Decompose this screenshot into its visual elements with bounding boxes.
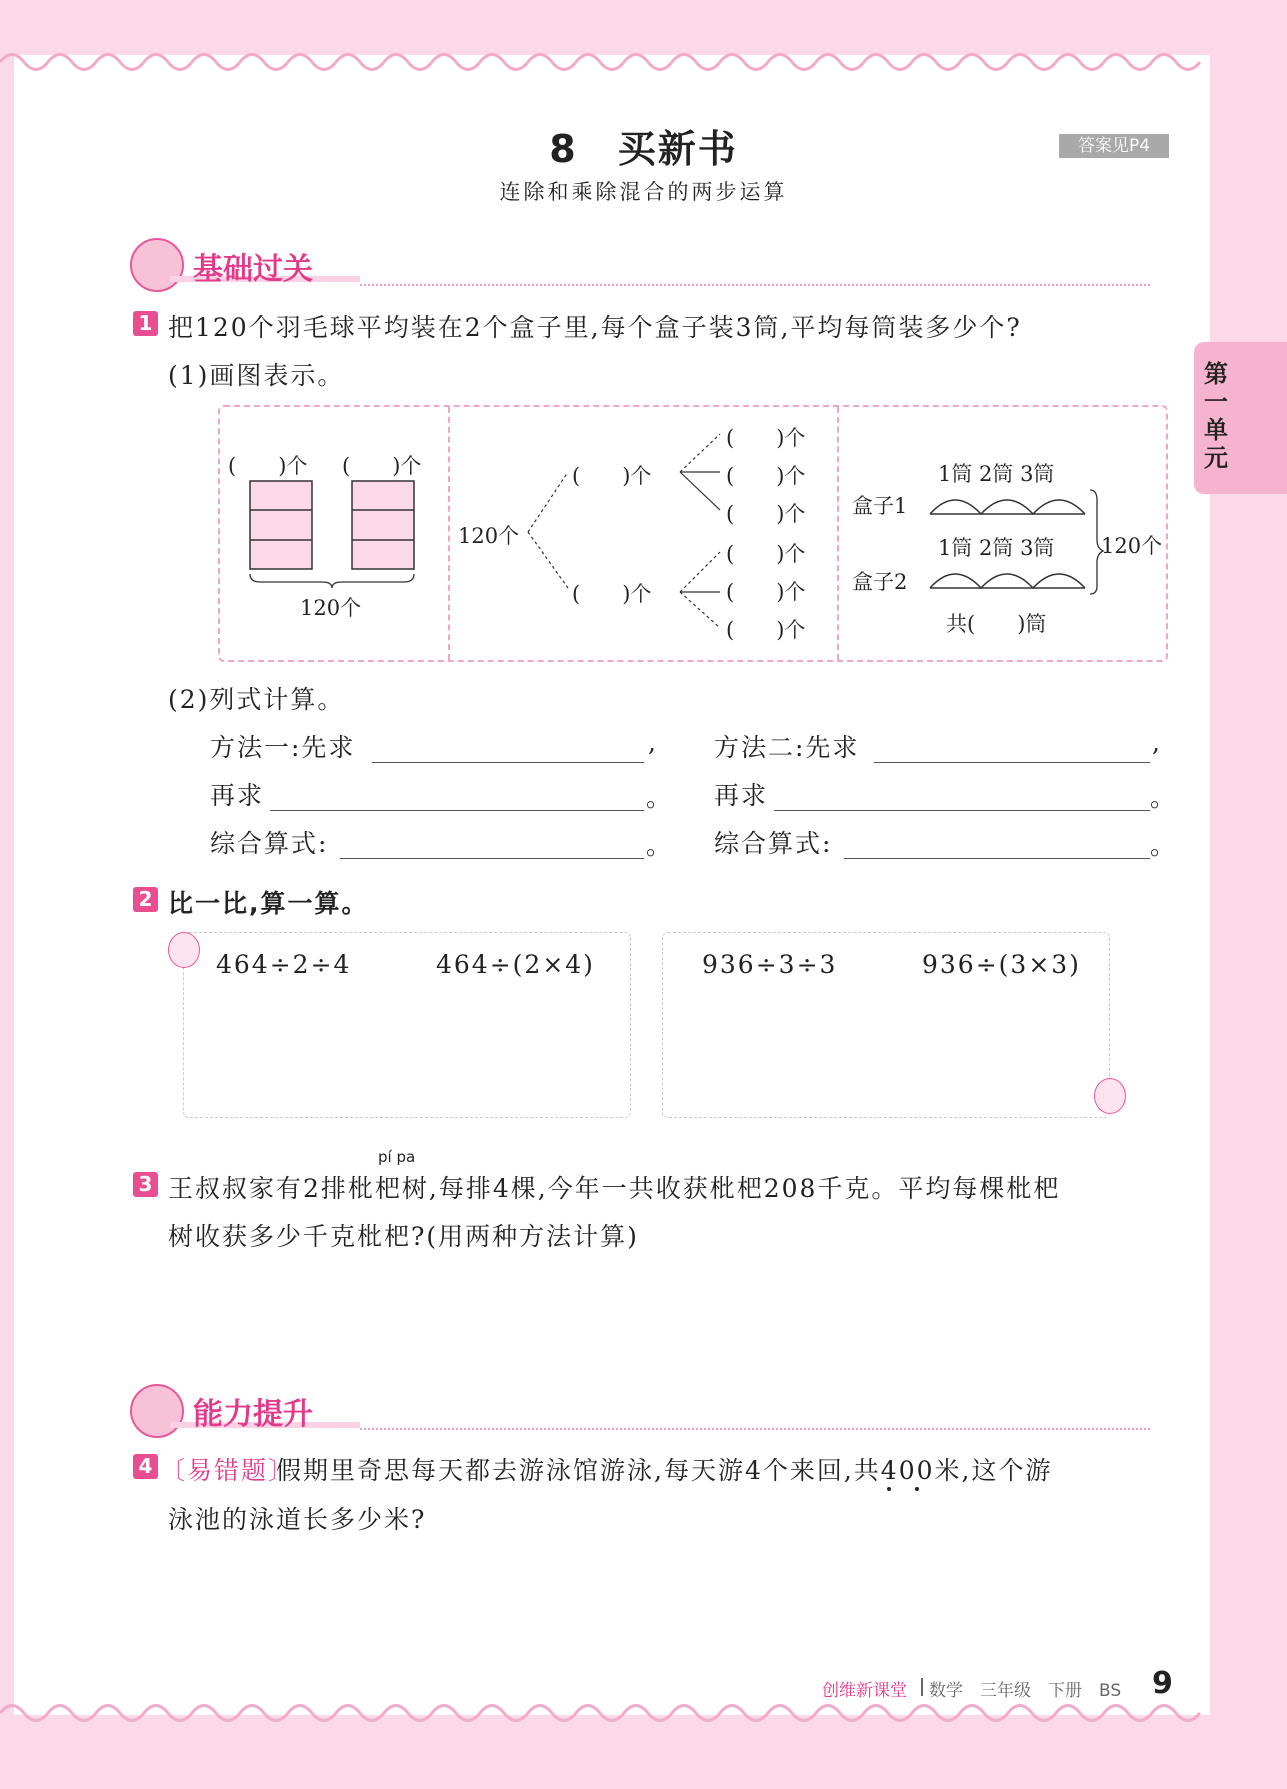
tree-leaf-label: ( )个 [726, 502, 806, 526]
answer-blank[interactable] [774, 810, 1150, 811]
method2-combined-label: 综合算式: [714, 829, 833, 858]
tree-leaf-label: ( )个 [726, 618, 806, 642]
total-label: 120个 [300, 596, 362, 620]
box-bar-diagram [240, 478, 430, 590]
question-text: 泳池的泳道长多少米? [168, 1505, 427, 1534]
punctuation: , [648, 728, 658, 757]
answer-blank[interactable] [340, 858, 644, 859]
snowman-icon [168, 932, 200, 968]
pinyin-annotation: pí pa [378, 1148, 416, 1166]
tree-leaf-label: ( )个 [726, 580, 806, 604]
method2-first-label: 方法二:先求 [714, 733, 860, 762]
section-title-basic: 基础过关 [193, 252, 313, 287]
question-number: 3 [133, 1172, 158, 1197]
tree-leaf-label: ( )个 [726, 426, 806, 450]
unit-side-tab-label: 第一单元 [1204, 360, 1228, 472]
question-number: 2 [133, 887, 158, 912]
blank-count-label: ( )个 [342, 454, 422, 478]
arc-diagram [925, 480, 1105, 600]
expression: 936÷(3×3) [922, 950, 1081, 979]
emphasis-dot [887, 1487, 891, 1491]
tree-diagram-lines [520, 420, 740, 645]
question-text: 把120个羽毛球平均装在2个盒子里,每个盒子装3筒,平均每筒装多少个? [168, 313, 1022, 342]
punctuation: 。 [646, 783, 674, 812]
expression: 464÷2÷4 [216, 950, 352, 979]
section-title-advanced: 能力提升 [193, 1397, 313, 1432]
answer-reference-badge: 答案见P4 [1059, 134, 1169, 158]
punctuation: 。 [1150, 783, 1178, 812]
page-subtitle: 连除和乘除混合的两步运算 [499, 180, 788, 204]
answer-blank[interactable] [372, 762, 644, 763]
box1-label: 盒子1 [852, 494, 908, 518]
tube-sum-label: 共( )筒 [946, 612, 1047, 636]
method2-then-label: 再求 [714, 781, 769, 810]
question-text: 树收获多少千克枇杷?(用两种方法计算) [168, 1222, 639, 1251]
section-dotted-line [360, 284, 1150, 286]
question-text: 比一比,算一算。 [168, 889, 369, 918]
method1-then-label: 再求 [210, 781, 265, 810]
page-number: 9 [1152, 1666, 1173, 1701]
tree-leaf-label: ( )个 [726, 542, 806, 566]
answer-blank[interactable] [874, 762, 1150, 763]
question-number: 4 [133, 1454, 158, 1479]
diagram-divider [448, 407, 450, 660]
tree-branch-label: ( )个 [572, 464, 652, 488]
error-prone-tag: 〔易错题〕 [160, 1456, 296, 1485]
question-text: 王叔叔家有2排枇杷树,每排4棵,今年一共收获枇杷208千克。平均每棵枇杷 [168, 1174, 1061, 1203]
page-title: 8 买新书 [549, 127, 738, 171]
tube-labels: 1筒 2筒 3筒 [938, 462, 1055, 486]
tube-labels: 1筒 2筒 3筒 [938, 536, 1055, 560]
expression: 936÷3÷3 [702, 950, 838, 979]
total-label: 120个 [1101, 534, 1163, 558]
snowman-icon [1094, 1078, 1126, 1114]
expression: 464÷(2×4) [436, 950, 595, 979]
tree-leaf-label: ( )个 [726, 464, 806, 488]
punctuation: 。 [646, 831, 674, 860]
question-text: 假期里奇思每天都去游泳馆游泳,每天游4个来回,共400米,这个游 [276, 1456, 1053, 1485]
answer-blank[interactable] [844, 858, 1150, 859]
tree-branch-label: ( )个 [572, 582, 652, 606]
question-part-label: (2)列式计算。 [168, 685, 345, 714]
mascot-icon [130, 238, 184, 292]
unit-side-tab [1194, 342, 1287, 494]
footer-divider [921, 1678, 923, 1696]
diagram-divider [837, 407, 839, 660]
footer-brand: 创维新课堂 [822, 1681, 907, 1701]
punctuation: , [1152, 728, 1162, 757]
section-dotted-line [360, 1428, 1150, 1430]
mascot-icon [130, 1384, 184, 1438]
box2-label: 盒子2 [852, 570, 908, 594]
blank-count-label: ( )个 [228, 454, 308, 478]
tree-root-label: 120个 [458, 524, 520, 548]
emphasis-dot [915, 1487, 919, 1491]
question-number: 1 [133, 311, 158, 336]
method1-first-label: 方法一:先求 [210, 733, 356, 762]
punctuation: 。 [1150, 831, 1178, 860]
footer-info: 数学 三年级 下册 BS [929, 1681, 1122, 1701]
wavy-border-top [0, 42, 1287, 82]
question-part-label: (1)画图表示。 [168, 361, 345, 390]
method1-combined-label: 综合算式: [210, 829, 329, 858]
answer-blank[interactable] [270, 810, 644, 811]
